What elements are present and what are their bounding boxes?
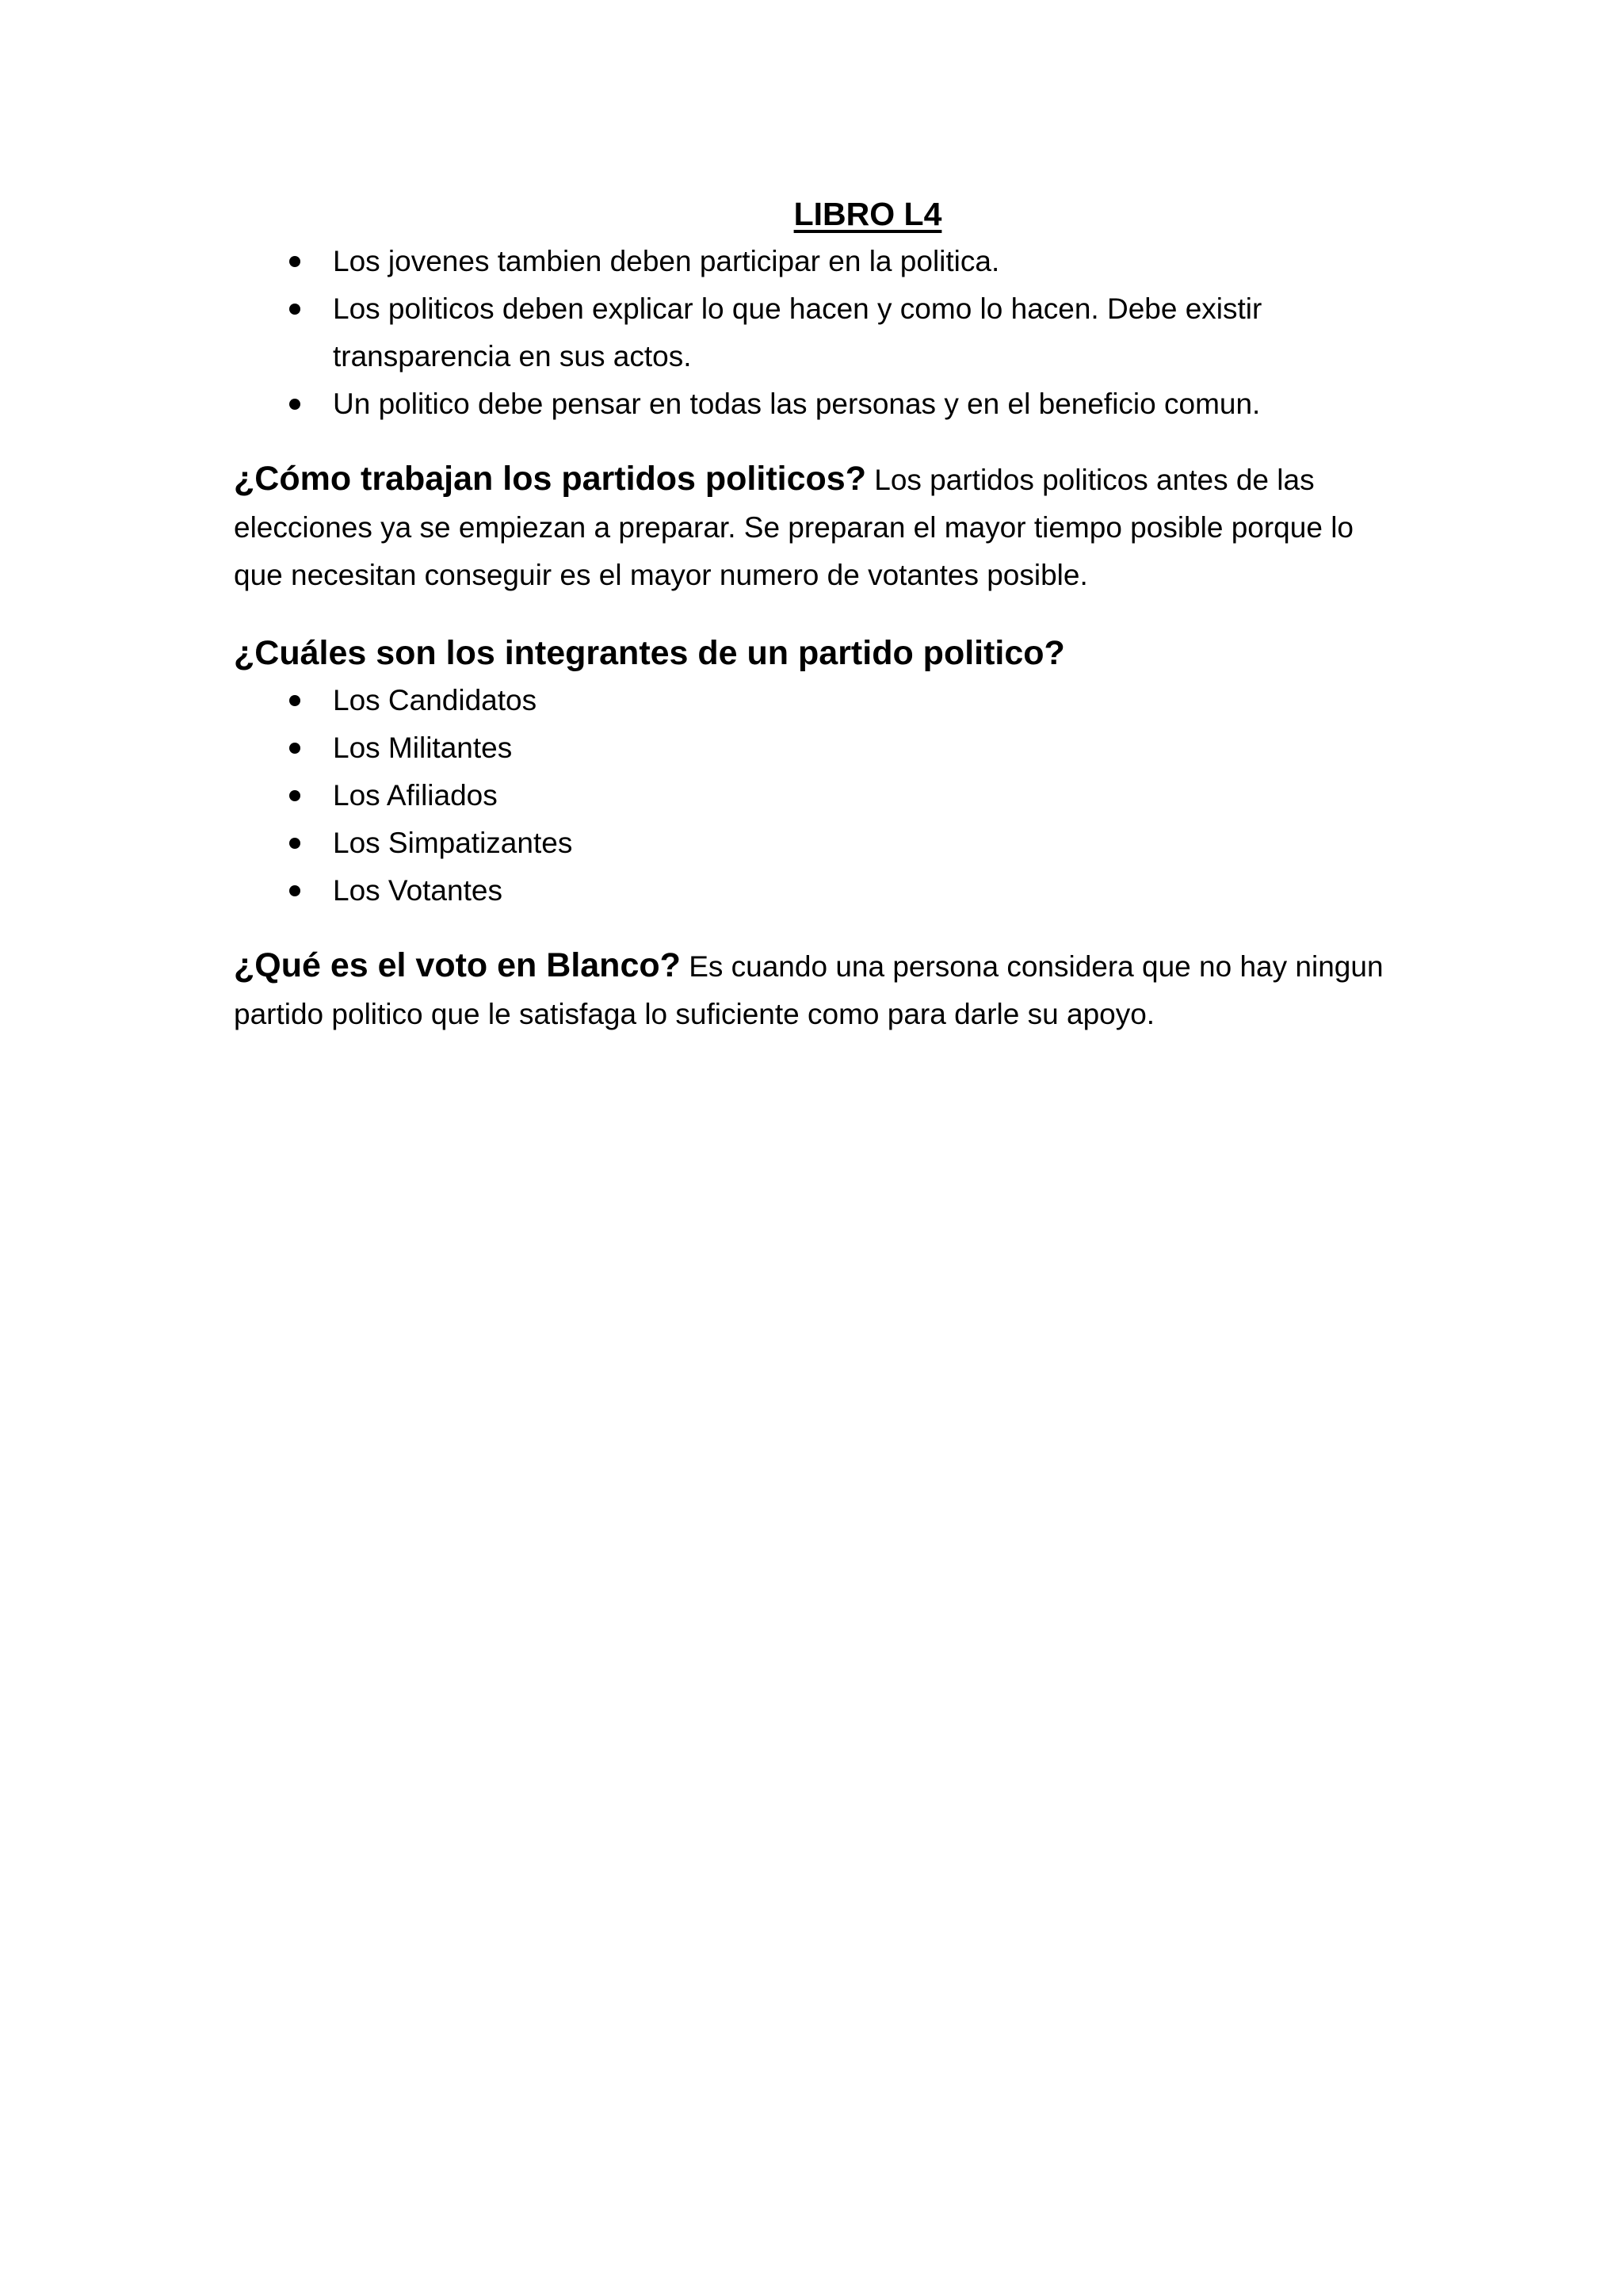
list-item-text: Los jovenes tambien deben participar en la politica. (333, 245, 1000, 277)
bullet-icon (289, 743, 300, 754)
members-bullet-list (234, 677, 1391, 915)
list-item-text: Los politicos deben explicar lo que hacen y como lo hacen. Debe existir transparencia en sus actos. (333, 292, 1262, 372)
bullet-icon (289, 304, 300, 315)
list-item (234, 867, 1391, 915)
bullet-icon (289, 399, 300, 410)
section-question: ¿Cómo trabajan los partidos politicos? (234, 460, 866, 498)
list-item (234, 238, 1391, 285)
section-how-parties-work (234, 455, 1391, 599)
bullet-icon (289, 256, 300, 267)
bullet-icon (289, 838, 300, 849)
list-item (234, 285, 1391, 380)
section-answer: Es cuando una persona considera que no hay ningun partido politico que le satisfaga lo suficiente como para darle su apoyo. (234, 950, 1384, 1030)
list-item (234, 677, 1391, 724)
list-item-text: Los Candidatos (333, 684, 537, 716)
section-answer: Los partidos politicos antes de las elecciones ya se empiezan a preparar. Se preparan el mayor tiempo posible porque lo que necesitan conseguir es el mayor numero de votantes posible. (234, 464, 1354, 591)
bullet-icon (289, 695, 300, 706)
list-item-text: Los Votantes (333, 874, 502, 907)
list-item-text: Los Simpatizantes (333, 827, 573, 859)
intro-bullet-list (234, 238, 1391, 428)
list-item-text: Un politico debe pensar en todas las personas y en el beneficio comun. (333, 388, 1261, 420)
list-item (234, 380, 1391, 428)
document-body (234, 190, 1391, 1038)
document-title: LIBRO L4 (793, 196, 942, 232)
list-item (234, 772, 1391, 819)
list-item (234, 724, 1391, 772)
list-item-text: Los Afiliados (333, 779, 498, 812)
section-members-heading: ¿Cuáles son los integrantes de un partido politico? (234, 634, 1065, 672)
list-item-text: Los Militantes (333, 732, 513, 764)
bullet-icon (289, 790, 300, 801)
list-item (234, 819, 1391, 867)
section-question: ¿Qué es el voto en Blanco? (234, 946, 681, 984)
section-blank-vote (234, 942, 1391, 1038)
bullet-icon (289, 885, 300, 896)
